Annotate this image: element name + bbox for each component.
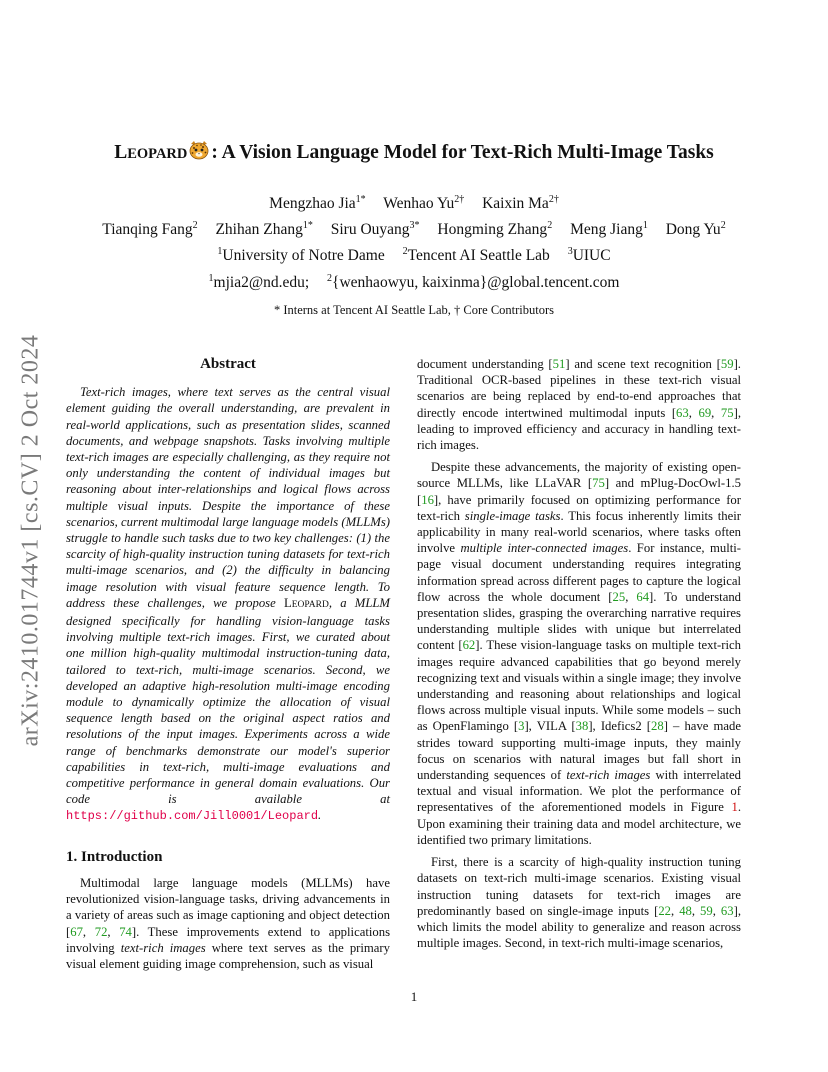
author-affil-mark: 2†	[548, 194, 559, 205]
author-affil-mark: 2†	[454, 194, 465, 205]
citation-link[interactable]: 67	[70, 924, 83, 939]
author-name: Meng Jiang	[570, 221, 643, 238]
author-name: Siru Ouyang	[330, 221, 410, 238]
right-paragraph-1: document understanding [51] and scene text recognition [59]. Traditional OCR-based pipelines in these text-rich visual scenarios are being replaced by end-to-end approaches that directly encode intertwined multimodal inputs [63, 69, 75], leading to improved efficiency and accuracy in handling text-rich images.	[417, 357, 742, 453]
right-column	[417, 356, 741, 951]
author-line-1	[0, 195, 828, 213]
author-affil-mark: 2	[547, 220, 553, 231]
author-name: Tianqing Fang	[102, 221, 193, 238]
paper-title	[0, 140, 828, 164]
author-name: Mengzhao Jia	[269, 195, 356, 212]
author-affil-mark: 1	[642, 220, 648, 231]
citation-link[interactable]: 75	[720, 405, 734, 420]
code-link[interactable]: https://github.com/Jill0001/Leopard	[66, 809, 319, 824]
leopard-initial: L	[283, 595, 292, 610]
citation-link[interactable]: 25	[612, 589, 626, 604]
affiliation: UIUC	[572, 247, 611, 264]
author-name: Wenhao Yu	[383, 195, 455, 212]
citation-link[interactable]: 64	[636, 589, 650, 604]
right-paragraph-2: Despite these advancements, the majority of existing open-source MLLMs, like LLaVAR [75] and mPlug-DocOwl-1.5 [16], have primarily focused on optimizing performance for text-rich single-image tasks. This focus inherently limits their applicability in many real-world scenarios, where tasks often involve multiple inter-connected images. For instance, multi-page visual document understanding requires integrating information spread across different pages to capture the logical flow across the whole document [25, 64]. To understand presentation slides, grasping the overarching narrative requires understanding multiple slides with unique but interrelated content [62]. These vision-language tasks on multiple text-rich images require advanced capabilities that go beyond merely recognizing text and visuals within a single image; they involve understanding and reasoning about relationships and logical flows across multiple visual inputs. While some models – such as OpenFlamingo [3], VILA [38], Idefics2 [28] – have made strides toward supporting multi-image inputs, they mainly focus on scenarios with natural images but fall short in understanding sequences of text-rich images with interrelated textual and visual information. We plot the performance of representatives of the aforementioned models in Figure 1. Upon examining their training data and model architecture, we identified two primary limitations.	[417, 460, 742, 847]
email-mark: 2	[327, 273, 333, 284]
author-affil-mark: 1*	[355, 194, 366, 205]
affil-mark: 1	[217, 246, 223, 257]
citation-link[interactable]: 74	[119, 924, 132, 939]
leopard-icon	[188, 140, 210, 160]
citation-link[interactable]: 59	[720, 357, 734, 371]
citation-link[interactable]: 62	[462, 638, 476, 653]
citation-link[interactable]: 38	[575, 719, 589, 734]
email-mark: 1	[208, 273, 214, 284]
arxiv-id-text: arXiv:2410.01744v1 [cs.CV] 2 Oct 2024	[17, 334, 44, 746]
author-name: Hongming Zhang	[437, 221, 548, 238]
affiliations-line	[0, 247, 828, 265]
citation-link[interactable]: 16	[421, 492, 434, 507]
title-leopard-rest: EOPARD	[127, 146, 188, 162]
abstract-heading: Abstract	[200, 356, 256, 372]
author-name: Zhihan Zhang	[215, 221, 303, 238]
affil-mark: 2	[402, 246, 408, 257]
author-line-2	[0, 221, 828, 239]
leopard-rest: EOPARD	[291, 599, 329, 610]
abstract-body: Text-rich images, where text serves as the central visual element guiding the overall understanding, are prevalent in real-world applications, such as presentation slides, scanned documents, and webpage snapshots. Tasks involving multiple text-rich images are especially challenging, as they require not only understanding the content of individual images but reasoning about inter-relationships and logical flows across multiple visual inputs. Despite the importance of these scenarios, current multimodal large language models (MLLMs) struggle to handle such tasks due to two key challenges: (1) the scarcity of high-quality instruction tuning datasets for text-rich multi-image scenarios, and (2) the difficulty in balancing image resolution with visual feature sequence length. To address these challenges, we propose LEOPARD, a MLLM designed specifically for handling vision-language tasks involving multiple text-rich images. First, we curated about one million high-quality multimodal instruction-tuning data, tailored to text-rich, multi-image scenarios. Second, we developed an adaptive high-resolution multi-image encoding module to dynamically optimize the allocation of visual sequence length based on the original aspect ratios and resolutions of the input images. Experiments across a wide range of benchmarks demonstrate our model's superior capabilities in text-rich, multi-image evaluations and competitive performance in general domain evaluations. Our code is available at https://github.com/Jill0001/Leopard.	[66, 385, 390, 824]
author-name: Kaixin Ma	[482, 195, 549, 212]
citation-link[interactable]: 59	[700, 903, 713, 918]
affil-mark: 3	[567, 246, 573, 257]
author-affil-mark: 2	[192, 220, 198, 231]
affiliation: Tencent AI Seattle Lab	[407, 247, 550, 264]
citation-link[interactable]: 22	[658, 903, 672, 918]
author-name: Dong Yu	[665, 221, 721, 238]
citation-link[interactable]: 72	[94, 924, 108, 939]
right-paragraph-3: First, there is a scarcity of high-quality instruction tuning datasets on text-rich multi-image scenarios. Existing visual instruction tuning datasets for text-rich images are predominantly based on single-image inputs [22, 48, 59, 63], which limits the model ability to generalize and reason across multiple images. Second, in text-rich multi-image scenarios,	[417, 855, 741, 951]
intro-paragraph: Multimodal large language models (MLLMs) have revolutionized vision-language tasks, driving advancements in a variety of areas such as image captioning and object detection [67, 72, 74]. These improvements extend to applications involving text-rich images where text serves as the primary visual element guiding image comprehension, such as visual	[66, 875, 391, 971]
figure-link[interactable]: 1	[731, 800, 738, 815]
citation-link[interactable]: 63	[720, 903, 734, 918]
left-column	[66, 356, 390, 972]
title-leopard-initial: L	[114, 142, 128, 163]
citation-link[interactable]: 28	[651, 719, 664, 734]
citation-link[interactable]: 51	[552, 357, 566, 371]
email: {wenhaowyu, kaixinma}@global.tencent.com	[332, 274, 620, 291]
author-affil-mark: 1*	[302, 220, 313, 231]
intro-heading: 1. Introduction	[66, 848, 163, 865]
citation-link[interactable]: 69	[698, 405, 712, 420]
contribution-note: * Interns at Tencent AI Seattle Lab, † Core Contributors	[273, 303, 555, 317]
author-affil-mark: 2	[720, 220, 726, 231]
citation-link[interactable]: 48	[679, 903, 692, 918]
emails-line	[0, 274, 828, 292]
author-affil-mark: 3*	[409, 220, 420, 231]
email: mjia2@nd.edu;	[213, 274, 310, 291]
citation-link[interactable]: 75	[592, 476, 605, 491]
citation-link[interactable]: 63	[676, 405, 689, 420]
page-number: 1	[410, 989, 418, 1004]
citation-link[interactable]: 3	[518, 719, 525, 734]
affiliation: University of Notre Dame	[222, 247, 385, 264]
arxiv-identifier	[14, 290, 48, 790]
title-rest: : A Vision Language Model for Text-Rich Multi-Image Tasks	[211, 142, 714, 163]
